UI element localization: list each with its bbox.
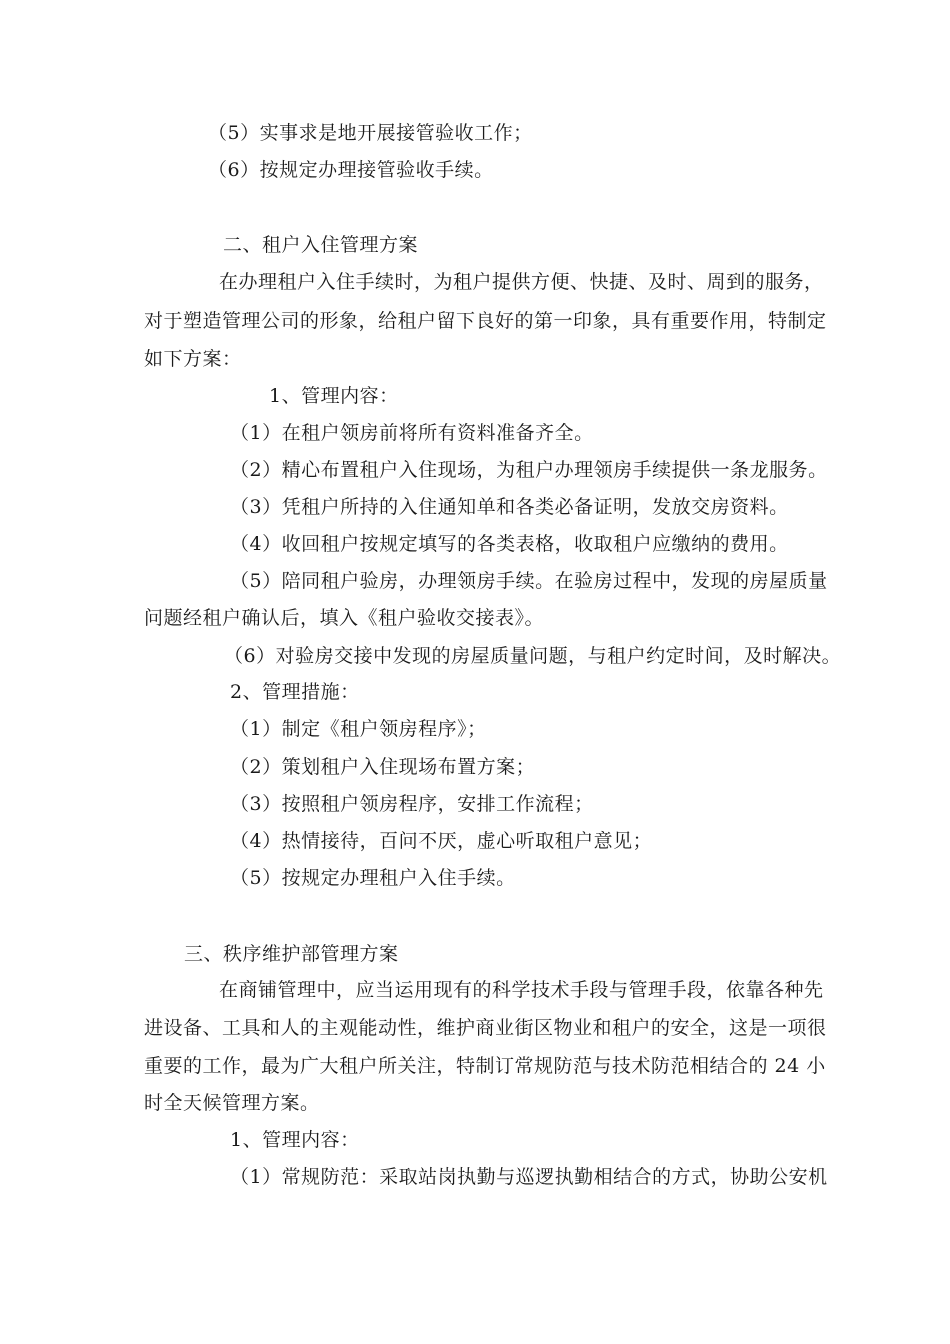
list-item: （5）按规定办理租户入住手续。 [230, 867, 516, 889]
subheading: 1、管理内容： [269, 385, 399, 407]
paragraph-line: 对于塑造管理公司的形象，给租户留下良好的第一印象，具有重要作用，特制定 [144, 310, 827, 332]
list-item: （1）制定《租户领房程序》； [230, 718, 487, 740]
paragraph-line: 进设备、工具和人的主观能动性，维护商业街区物业和租户的安全，这是一项很 [144, 1017, 827, 1039]
list-item: （3）凭租户所持的入住通知单和各类必备证明，发放交房资料。 [230, 496, 789, 518]
paragraph-line: 时全天候管理方案。 [144, 1092, 320, 1114]
list-item: （1）常规防范：采取站岗执勤与巡逻执勤相结合的方式，协助公安机 [230, 1166, 828, 1188]
section-heading: 三、秩序维护部管理方案 [184, 943, 399, 965]
subheading: 1、管理内容： [230, 1129, 360, 1151]
paragraph-line: 在商铺管理中，应当运用现有的科学技术手段与管理手段，依靠各种先 [219, 979, 824, 1001]
subheading: 2、管理措施： [230, 681, 360, 703]
section-heading: 二、租户入住管理方案 [223, 234, 419, 256]
list-item: （5）陪同租户验房，办理领房手续。在验房过程中，发现的房屋质量 [230, 570, 828, 592]
list-item: （5）实事求是地开展接管验收工作； [208, 122, 533, 144]
paragraph-line: 重要的工作，最为广大租户所关注，特制订常规防范与技术防范相结合的 24 小 [144, 1055, 826, 1077]
list-item: （4）热情接待，百问不厌，虚心听取租户意见； [230, 830, 653, 852]
list-item: （4）收回租户按规定填写的各类表格，收取租户应缴纳的费用。 [230, 533, 789, 555]
list-item: （3）按照租户领房程序，安排工作流程； [230, 793, 594, 815]
paragraph-line: 在办理租户入住手续时，为租户提供方便、快捷、及时、周到的服务， [219, 271, 824, 293]
list-item: （6）对验房交接中发现的房屋质量问题，与租户约定时间，及时解决。 [224, 645, 842, 667]
list-item: （6）按规定办理接管验收手续。 [208, 159, 494, 181]
list-item: （1）在租户领房前将所有资料准备齐全。 [230, 422, 594, 444]
list-item: （2）精心布置租户入住现场，为租户办理领房手续提供一条龙服务。 [230, 459, 828, 481]
list-item-continuation: 问题经租户确认后，填入《租户验收交接表》。 [144, 607, 545, 629]
list-item: （2）策划租户入住现场布置方案； [230, 756, 536, 778]
paragraph-line: 如下方案： [144, 348, 242, 370]
